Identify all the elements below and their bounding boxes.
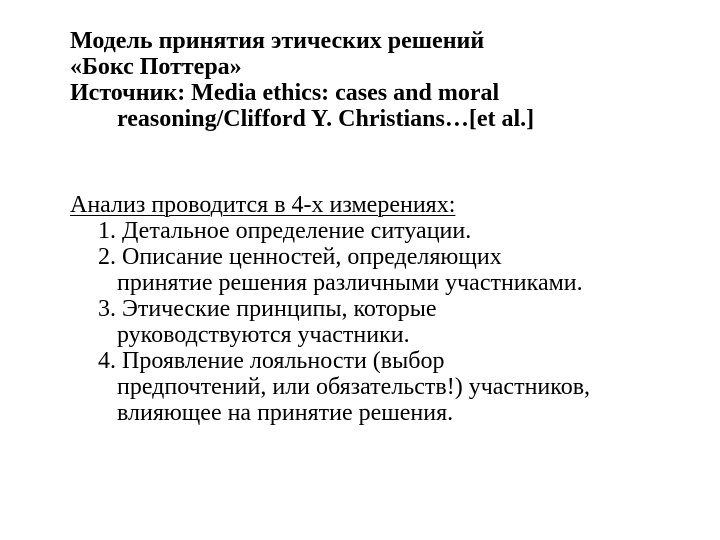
list-item-continuation: руководствуются участники. xyxy=(117,322,410,348)
list-item-line: 4. Проявление лояльности (выбор xyxy=(98,348,445,374)
source-line: Источник: Media ethics: cases and moral xyxy=(70,80,500,106)
list-item xyxy=(70,218,700,244)
analysis-section xyxy=(70,192,700,426)
title-line-1: Модель принятия этических решений xyxy=(70,28,485,54)
list-item-continuation: предпочтений, или обязательств!) участников, xyxy=(117,374,591,400)
list-item-continuation: влияющее на принятие решения. xyxy=(117,400,454,426)
dimension-list xyxy=(70,218,700,426)
source-line-continuation: reasoning/Clifford Y. Christians…[et al.] xyxy=(117,106,535,132)
list-item-line: 3. Этические принципы, которые xyxy=(98,296,437,322)
analysis-heading: Анализ проводится в 4-х измерениях: xyxy=(70,192,456,218)
list-item xyxy=(70,296,700,348)
list-item-continuation: принятие решения различными участниками. xyxy=(117,270,583,296)
list-item-line: 1. Детальное определение ситуации. xyxy=(98,218,472,244)
title-line-2: «Бокс Поттера» xyxy=(70,54,242,80)
list-item xyxy=(70,244,700,296)
list-item xyxy=(70,348,700,426)
list-item-line: 2. Описание ценностей, определяющих xyxy=(98,244,502,270)
slide-title xyxy=(70,28,700,132)
